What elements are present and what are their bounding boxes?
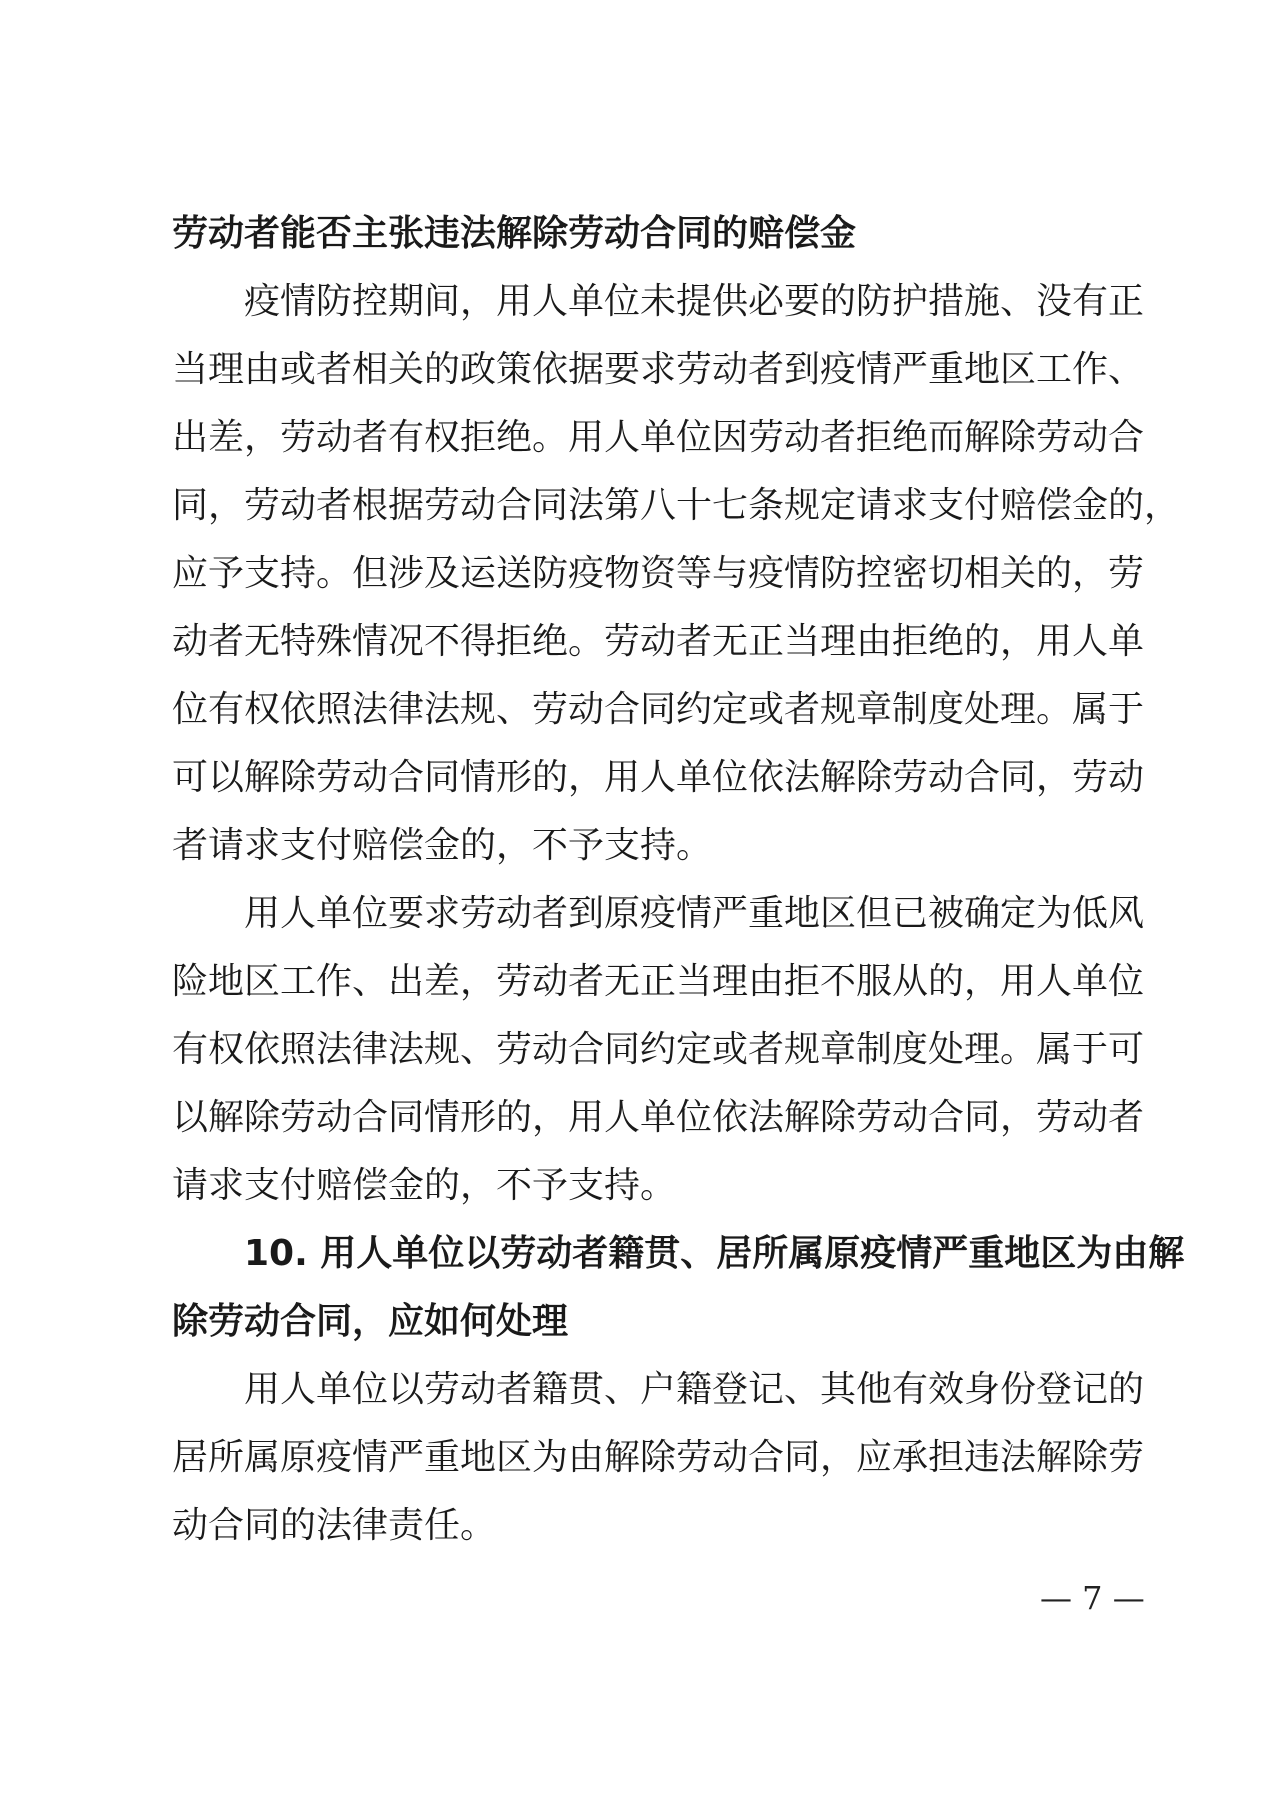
paragraph-line: 当理由或者相关的政策依据要求劳动者到疫情严重地区工作、 — [172, 349, 1145, 390]
paragraph-line: 居所属原疫情严重地区为由解除劳动合同，应承担违法解除劳 — [172, 1437, 1145, 1478]
paragraph-2 — [172, 880, 1145, 1220]
heading-line: 除劳动合同，应如何处理 — [172, 1301, 569, 1342]
paragraph-line: 以解除劳动合同情形的，用人单位依法解除劳动合同，劳动者 — [172, 1097, 1145, 1138]
paragraph-line: 请求支付赔偿金的，不予支持。 — [172, 1165, 677, 1206]
paragraph-line: 有权依照法律法规、劳动合同约定或者规章制度处理。属于可 — [172, 1029, 1145, 1070]
page-number: — 7 — — [1040, 1579, 1145, 1617]
paragraph-line: 应予支持。但涉及运送防疫物资等与疫情防控密切相关的，劳 — [172, 553, 1145, 594]
paragraph-line: 可以解除劳动合同情形的，用人单位依法解除劳动合同，劳动 — [172, 757, 1145, 798]
paragraph-line: 者请求支付赔偿金的，不予支持。 — [172, 825, 713, 866]
paragraph-line: 用人单位要求劳动者到原疫情严重地区但已被确定为低风 — [244, 893, 1145, 934]
section-heading-10 — [172, 1220, 1185, 1356]
paragraph-line: 位有权依照法律法规、劳动合同约定或者规章制度处理。属于 — [172, 689, 1145, 730]
paragraph-1 — [172, 268, 1181, 880]
paragraph-line: 险地区工作、出差，劳动者无正当理由拒不服从的，用人单位 — [172, 961, 1145, 1002]
paragraph-line: 动合同的法律责任。 — [172, 1505, 497, 1546]
section-heading-continued: 劳动者能否主张违法解除劳动合同的赔偿金 — [172, 213, 857, 254]
heading-line: 10. 用人单位以劳动者籍贯、居所属原疫情严重地区为由解 — [244, 1233, 1185, 1274]
paragraph-line: 用人单位以劳动者籍贯、户籍登记、其他有效身份登记的 — [244, 1369, 1145, 1410]
document-body — [172, 200, 1185, 1560]
paragraph-3 — [172, 1356, 1145, 1560]
paragraph-line: 动者无特殊情况不得拒绝。劳动者无正当理由拒绝的，用人单 — [172, 621, 1145, 662]
paragraph-line: 同，劳动者根据劳动合同法第八十七条规定请求支付赔偿金的， — [172, 485, 1181, 526]
paragraph-line: 出差，劳动者有权拒绝。用人单位因劳动者拒绝而解除劳动合 — [172, 417, 1145, 458]
paragraph-line: 疫情防控期间，用人单位未提供必要的防护措施、没有正 — [244, 281, 1145, 322]
